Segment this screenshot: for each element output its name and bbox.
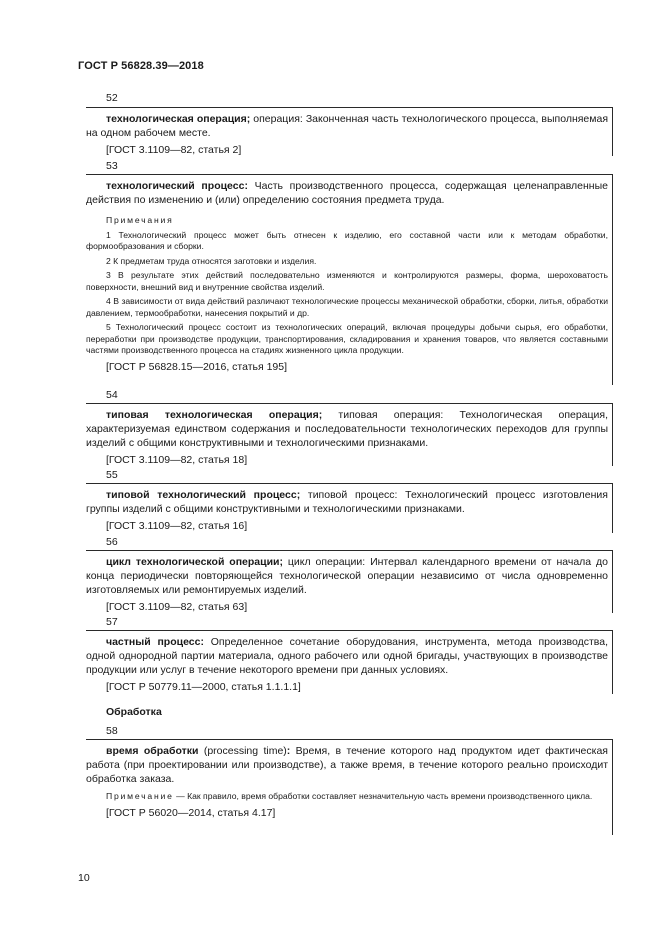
definition-text: Часть производственного процесса, содержащая целенаправленные действия по изменению и (или) определению состояния предмета труда. <box>86 180 608 206</box>
note-text: — Как правило, время обработки составляет незначительную часть времени производственного цикла. <box>173 791 593 801</box>
term: технологическая операция; <box>106 113 251 125</box>
definition <box>86 488 608 516</box>
section-title: Обработка <box>106 706 162 718</box>
note-item: 4 В зависимости от вида действий различают технологические процессы механической обработки, сборки, литья, обработки давлением, термообработки, нанесения покрытий и др. <box>86 296 608 318</box>
source-reference: [ГОСТ Р 50779.11—2000, статья 1.1.1.1] <box>106 681 301 693</box>
definition <box>86 744 608 786</box>
definition <box>86 555 608 597</box>
note-item: 5 Технологический процесс состоит из технологических операций, включая процедуры добычи сырья, его обработки, переработки при производстве продукции, транспортирования, складирования и хранения товаров, что является составными частями производственного процесса на стадиях жизненного цикла продукции. <box>86 322 608 355</box>
note-item: 2 К предметам труда относятся заготовки и изделия. <box>106 255 317 266</box>
term-entry <box>86 174 613 385</box>
notes-block <box>86 215 608 357</box>
source-reference: [ГОСТ 3.1109—82, статья 16] <box>106 520 248 532</box>
term: типовая технологическая операция; <box>106 409 323 421</box>
definition <box>86 112 608 140</box>
term: технологический процесс: <box>106 180 248 192</box>
term: время обработки <box>106 745 199 757</box>
entry-number: 57 <box>106 616 118 628</box>
definition-text: типовой процесс: Технологический процесс изготовления группы изделий с общими конструктивными и технологическими признаками. <box>86 489 608 515</box>
note-label: Примечание <box>106 791 174 801</box>
definition <box>86 179 608 207</box>
term-entry <box>86 630 613 694</box>
term: частный процесс: <box>106 636 204 648</box>
entry-number: 52 <box>106 92 118 104</box>
entry-number: 56 <box>106 536 118 548</box>
definition <box>86 635 608 677</box>
entry-number: 55 <box>106 469 118 481</box>
notes-heading: Примечания <box>106 215 174 225</box>
entry-number: 53 <box>106 160 118 172</box>
note-item: 3 В результате этих действий последовательно изменяются и контролируются размеры, форма, шероховатость поверхности, внешний вид и внутренние свойства изделий. <box>86 270 608 292</box>
source-reference: [ГОСТ Р 56020—2014, статья 4.17] <box>106 806 276 819</box>
term-colon: : <box>286 745 291 757</box>
definition-text: Определенное сочетание оборудования, инструмента, метода производства, одной однородной партии материала, одного рабочего или одной бригады, участвующих в производстве продукции или услуг в течение некоторого времени при данных условиях. <box>86 636 608 676</box>
definition-text: Время, в течение которого над продуктом идет фактическая работа (при проектировании или производстве), а также время, в течение которого реально происходит обработка заказа. <box>86 745 608 785</box>
definition-text: типовая операция: Технологическая операция, характеризуемая единством содержания и последовательности технологических переходов для группы изделий с общими конструктивными и технологическими признаками. <box>86 409 608 449</box>
definition-text: операция: Законченная часть технологического процесса, выполняемая на одном рабочем месте. <box>86 113 609 139</box>
source-reference: [ГОСТ Р 56828.15—2016, статья 195] <box>106 360 288 373</box>
document-header: ГОСТ Р 56828.39—2018 <box>78 60 204 72</box>
term-entry <box>86 550 613 613</box>
source-reference: [ГОСТ 3.1109—82, статья 18] <box>106 454 248 466</box>
term-entry <box>86 739 613 835</box>
source-reference: [ГОСТ 3.1109—82, статья 2] <box>106 144 242 156</box>
entry-number: 58 <box>106 725 118 737</box>
page-number: 10 <box>78 872 90 884</box>
term-entry <box>86 403 613 466</box>
term-entry <box>86 483 613 533</box>
note-item: 1 Технологический процесс может быть отнесен к изделию, его составной части или к методам обработки, формообразования и сборки. <box>86 229 608 251</box>
definition <box>86 408 608 450</box>
definition-text: цикл операции: Интервал календарного времени от начала до конца периодически повторяющейся технологической операции независимо от числа одновременно изготовляемых или ремонтируемых изделий. <box>86 556 608 596</box>
term-entry <box>86 107 613 156</box>
entry-number: 54 <box>106 389 118 401</box>
source-reference: [ГОСТ 3.1109—82, статья 63] <box>106 601 248 613</box>
term: цикл технологической операции; <box>106 556 284 568</box>
term: типовой технологический процесс; <box>106 489 301 501</box>
note <box>86 791 608 803</box>
term-english: (processing time) <box>198 745 287 757</box>
